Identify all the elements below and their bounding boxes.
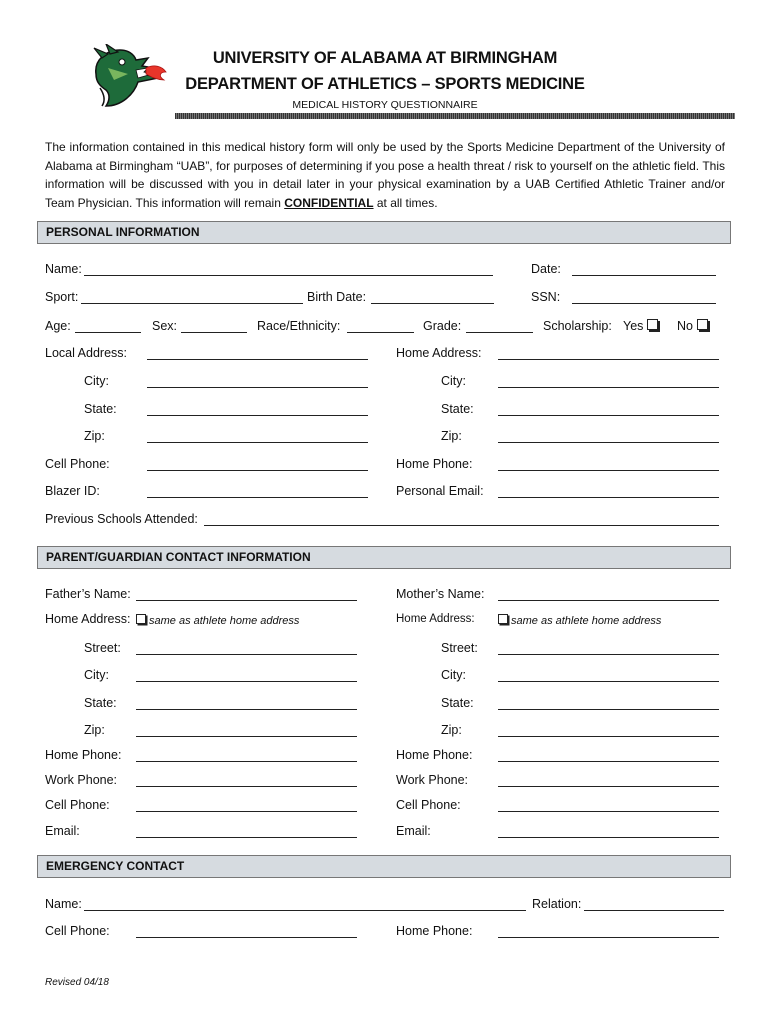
home-phone-label: Home Phone: xyxy=(396,457,473,471)
mother-home-phone-field[interactable] xyxy=(498,761,719,762)
emergency-name-field[interactable] xyxy=(84,910,526,911)
emergency-name-label: Name: xyxy=(45,897,82,911)
local-city-label: City: xyxy=(84,374,109,388)
personal-email-field[interactable] xyxy=(498,497,719,498)
home-zip-field[interactable] xyxy=(498,442,719,443)
form-title: MEDICAL HISTORY QUESTIONNAIRE xyxy=(292,99,478,111)
sex-label: Sex: xyxy=(152,319,178,333)
header-university: UNIVERSITY OF ALABAMA AT BIRMINGHAM xyxy=(212,49,558,67)
father-same-address-text: same as athlete home address xyxy=(149,615,300,627)
father-home-phone-field[interactable] xyxy=(136,761,357,762)
home-city-field[interactable] xyxy=(498,387,719,388)
mother-name-label: Mother’s Name: xyxy=(396,587,485,601)
section-emergency-contact: EMERGENCY CONTACT xyxy=(37,855,731,878)
local-city-field[interactable] xyxy=(147,387,368,388)
local-address-label: Local Address: xyxy=(45,346,127,360)
relation-label: Relation: xyxy=(532,897,582,911)
grade-field[interactable] xyxy=(466,332,533,333)
blazer-id-label: Blazer ID: xyxy=(45,484,100,498)
mother-same-address-checkbox[interactable] xyxy=(498,614,508,624)
mother-cell-phone-field[interactable] xyxy=(498,811,719,812)
home-phone-field[interactable] xyxy=(498,470,719,471)
no-checkbox[interactable] xyxy=(697,319,708,330)
father-state-label: State: xyxy=(84,696,117,710)
mother-email-field[interactable] xyxy=(498,837,719,838)
section-personal-information: PERSONAL INFORMATION xyxy=(37,221,731,244)
father-work-phone-label: Work Phone: xyxy=(45,773,118,787)
confidential-text: CONFIDENTIAL xyxy=(284,195,374,210)
emergency-home-phone-label: Home Phone: xyxy=(396,924,473,938)
sport-field[interactable] xyxy=(81,303,303,304)
yes-checkbox[interactable] xyxy=(647,319,658,330)
scholarship-no[interactable] xyxy=(677,319,708,333)
age-label: Age: xyxy=(45,319,71,333)
mother-home-address-label: Home Address: xyxy=(396,613,475,625)
father-street-field[interactable] xyxy=(136,654,357,655)
mother-work-phone-label: Work Phone: xyxy=(396,773,469,787)
birth-date-field[interactable] xyxy=(371,303,494,304)
sport-label: Sport: xyxy=(45,290,79,304)
local-address-field[interactable] xyxy=(147,359,368,360)
mother-name-field[interactable] xyxy=(498,600,719,601)
home-city-label: City: xyxy=(441,374,466,388)
local-zip-label: Zip: xyxy=(84,429,105,443)
no-label: No xyxy=(677,319,693,333)
intro-paragraph xyxy=(45,138,725,212)
relation-field[interactable] xyxy=(584,910,724,911)
cell-phone-field[interactable] xyxy=(147,470,368,471)
father-same-address-checkbox[interactable] xyxy=(136,614,146,624)
mother-state-label: State: xyxy=(441,696,474,710)
date-label: Date: xyxy=(531,262,561,276)
mother-home-phone-label: Home Phone: xyxy=(396,748,473,762)
section-parent-guardian: PARENT/GUARDIAN CONTACT INFORMATION xyxy=(37,546,731,569)
father-city-field[interactable] xyxy=(136,681,357,682)
mother-same-address-option[interactable] xyxy=(498,614,661,627)
local-zip-field[interactable] xyxy=(147,442,368,443)
ssn-field[interactable] xyxy=(572,303,716,304)
father-cell-phone-field[interactable] xyxy=(136,811,357,812)
father-same-address-option[interactable] xyxy=(136,614,299,627)
father-zip-label: Zip: xyxy=(84,723,105,737)
grade-label: Grade: xyxy=(423,319,462,333)
father-email-field[interactable] xyxy=(136,837,357,838)
race-label: Race/Ethnicity: xyxy=(257,319,341,333)
mother-city-label: City: xyxy=(441,668,466,682)
father-name-field[interactable] xyxy=(136,600,357,601)
mother-state-field[interactable] xyxy=(498,709,719,710)
age-field[interactable] xyxy=(75,332,141,333)
previous-schools-field[interactable] xyxy=(204,525,719,526)
mother-zip-field[interactable] xyxy=(498,736,719,737)
home-address-field[interactable] xyxy=(498,359,719,360)
mother-street-label: Street: xyxy=(441,641,478,655)
mother-email-label: Email: xyxy=(396,824,431,838)
home-zip-label: Zip: xyxy=(441,429,462,443)
blazer-id-field[interactable] xyxy=(147,497,368,498)
local-state-field[interactable] xyxy=(147,415,368,416)
race-field[interactable] xyxy=(347,332,414,333)
date-field[interactable] xyxy=(572,275,716,276)
header-divider xyxy=(175,113,735,119)
father-work-phone-field[interactable] xyxy=(136,786,357,787)
sex-field[interactable] xyxy=(181,332,247,333)
emergency-home-phone-field[interactable] xyxy=(498,937,719,938)
emergency-cell-phone-field[interactable] xyxy=(136,937,357,938)
father-email-label: Email: xyxy=(45,824,80,838)
local-state-label: State: xyxy=(84,402,117,416)
father-home-address-label: Home Address: xyxy=(45,612,131,626)
home-address-label: Home Address: xyxy=(396,346,482,360)
emergency-cell-phone-label: Cell Phone: xyxy=(45,924,110,938)
previous-schools-label: Previous Schools Attended: xyxy=(45,512,198,526)
ssn-label: SSN: xyxy=(531,290,561,304)
personal-email-label: Personal Email: xyxy=(396,484,484,498)
mother-city-field[interactable] xyxy=(498,681,719,682)
father-cell-phone-label: Cell Phone: xyxy=(45,798,110,812)
father-home-phone-label: Home Phone: xyxy=(45,748,122,762)
intro-text-end: at all times. xyxy=(373,195,438,210)
mother-zip-label: Zip: xyxy=(441,723,462,737)
mother-cell-phone-label: Cell Phone: xyxy=(396,798,461,812)
father-state-field[interactable] xyxy=(136,709,357,710)
intro-text: The information contained in this medical history form will only be used by the Sports Medicine Department of the University of Alabama at Birmingham “UAB”, for purposes of determining if you pose a health threat / risk to yourself on the athletic field. This information will be discussed with you in detail later in your physical examination by a UAB Certified Athletic Trainer and/or Team Physician. This information will remain xyxy=(45,140,725,210)
birth-date-label: Birth Date: xyxy=(307,290,367,304)
home-state-field[interactable] xyxy=(498,415,719,416)
name-field[interactable] xyxy=(84,275,493,276)
home-state-label: State: xyxy=(441,402,474,416)
scholarship-yes[interactable] xyxy=(623,319,658,333)
yes-label: Yes xyxy=(623,319,644,333)
mother-same-address-text: same as athlete home address xyxy=(511,615,662,627)
mother-street-field[interactable] xyxy=(498,654,719,655)
father-street-label: Street: xyxy=(84,641,121,655)
cell-phone-label: Cell Phone: xyxy=(45,457,110,471)
scholarship-label: Scholarship: xyxy=(543,319,612,333)
name-label: Name: xyxy=(45,262,82,276)
father-name-label: Father’s Name: xyxy=(45,587,131,601)
mother-work-phone-field[interactable] xyxy=(498,786,719,787)
father-city-label: City: xyxy=(84,668,109,682)
father-zip-field[interactable] xyxy=(136,736,357,737)
revision-date: Revised 04/18 xyxy=(45,977,109,988)
header-department: DEPARTMENT OF ATHLETICS – SPORTS MEDICINE xyxy=(185,75,585,93)
